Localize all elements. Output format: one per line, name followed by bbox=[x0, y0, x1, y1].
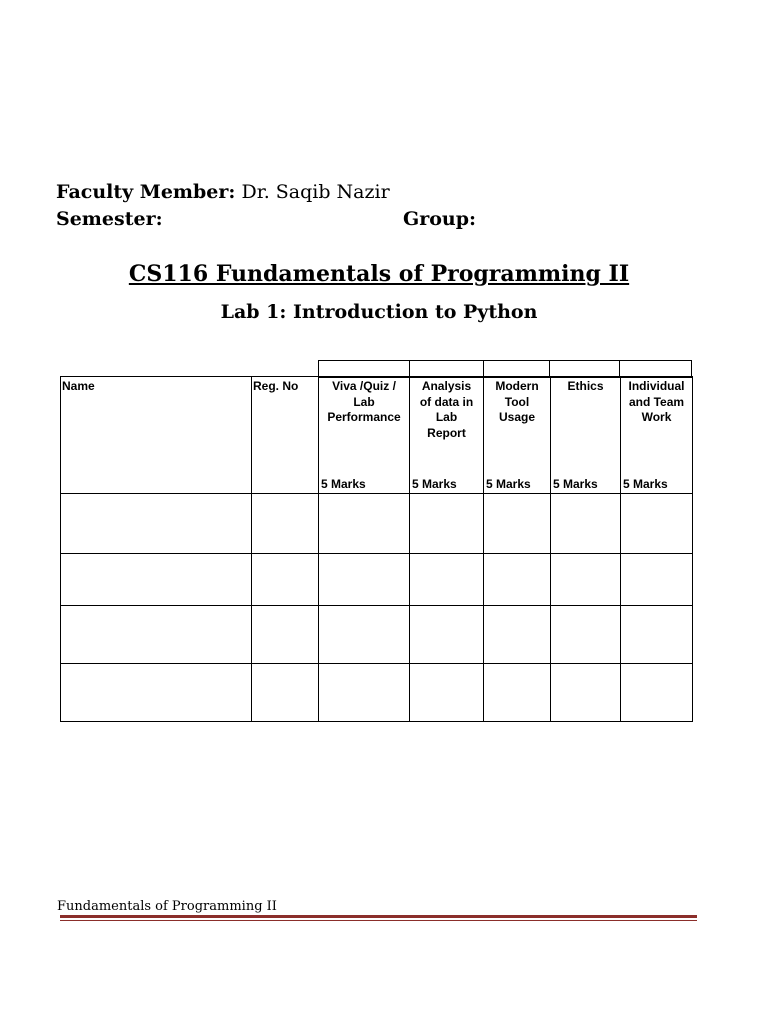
table-cell[interactable] bbox=[319, 664, 410, 722]
table-cell[interactable] bbox=[484, 494, 551, 554]
marks-label: 5 Marks bbox=[553, 477, 598, 491]
marks-label: 5 Marks bbox=[321, 477, 366, 491]
table-cell[interactable] bbox=[621, 554, 693, 606]
table-cell[interactable] bbox=[252, 606, 319, 664]
table-row bbox=[61, 606, 693, 664]
marks-label: 5 Marks bbox=[412, 477, 457, 491]
table-cell[interactable] bbox=[551, 494, 621, 554]
footer-text: Fundamentals of Programming II bbox=[57, 899, 277, 914]
top-cell bbox=[483, 361, 550, 378]
table-cell[interactable] bbox=[621, 664, 693, 722]
top-cell bbox=[319, 361, 410, 378]
table-cell[interactable] bbox=[319, 606, 410, 664]
table-cell[interactable] bbox=[61, 554, 252, 606]
table-cell[interactable] bbox=[484, 664, 551, 722]
marks-label: 5 Marks bbox=[486, 477, 531, 491]
table-cell[interactable] bbox=[252, 554, 319, 606]
table-cell[interactable] bbox=[319, 554, 410, 606]
table-cell[interactable] bbox=[319, 494, 410, 554]
semester-line bbox=[56, 208, 163, 230]
top-cell bbox=[409, 361, 483, 378]
document-subtitle: Lab 1: Introduction to Python bbox=[220, 301, 538, 323]
group-label: Group: bbox=[403, 208, 477, 230]
table-row bbox=[61, 494, 693, 554]
faculty-member-label: Faculty Member: bbox=[56, 181, 236, 203]
marks-label: 5 Marks bbox=[623, 477, 668, 491]
table-cell[interactable] bbox=[484, 606, 551, 664]
faculty-member-line bbox=[56, 181, 390, 203]
table-row bbox=[61, 554, 693, 606]
table-cell[interactable] bbox=[410, 606, 484, 664]
table-cell[interactable] bbox=[252, 664, 319, 722]
top-cell bbox=[550, 361, 620, 378]
header-ethics: Ethics 5 Marks bbox=[551, 377, 621, 494]
footer-rule-thin bbox=[60, 920, 697, 921]
header-name: Name bbox=[61, 377, 252, 494]
header-reg-no: Reg. No bbox=[252, 377, 319, 494]
table-cell[interactable] bbox=[410, 664, 484, 722]
table-cell[interactable] bbox=[484, 554, 551, 606]
table-cell[interactable] bbox=[410, 494, 484, 554]
header-individual-team: Individual and Team Work 5 Marks bbox=[621, 377, 693, 494]
header-viva-quiz: Viva /Quiz / Lab Performance 5 Marks bbox=[319, 377, 410, 494]
header-analysis: Analysis of data in Lab Report 5 Marks bbox=[410, 377, 484, 494]
table-cell[interactable] bbox=[410, 554, 484, 606]
table-header-row bbox=[61, 377, 693, 494]
semester-label: Semester: bbox=[56, 208, 163, 230]
document-title: CS116 Fundamentals of Programming II bbox=[128, 261, 630, 287]
table-cell[interactable] bbox=[551, 664, 621, 722]
table-cell[interactable] bbox=[61, 606, 252, 664]
table-cell[interactable] bbox=[621, 606, 693, 664]
footer-rule bbox=[60, 915, 697, 918]
faculty-member-value: Dr. Saqib Nazir bbox=[241, 181, 390, 203]
table-row bbox=[61, 664, 693, 722]
table-cell[interactable] bbox=[61, 494, 252, 554]
table-cell[interactable] bbox=[551, 606, 621, 664]
table-cell[interactable] bbox=[551, 554, 621, 606]
table-cell[interactable] bbox=[61, 664, 252, 722]
table-cell[interactable] bbox=[252, 494, 319, 554]
marks-table bbox=[60, 376, 693, 722]
header-modern-tool: Modern Tool Usage 5 Marks bbox=[484, 377, 551, 494]
top-cell bbox=[620, 361, 692, 378]
table-cell[interactable] bbox=[621, 494, 693, 554]
